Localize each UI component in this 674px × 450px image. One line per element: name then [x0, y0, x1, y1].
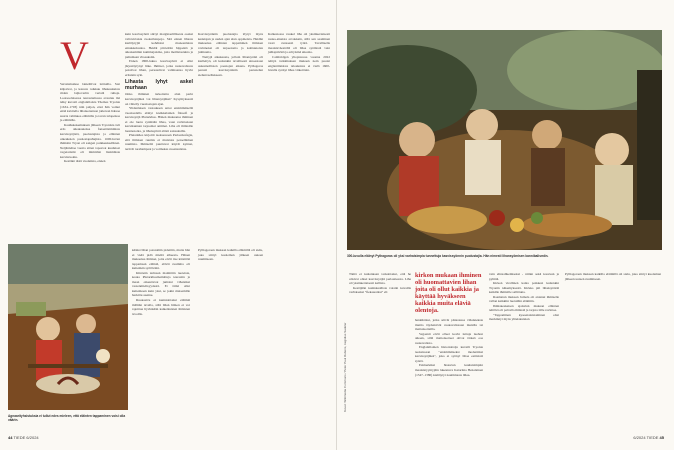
paragraph: Vegaanit eivät olleet kovin tuttuja tuohon aikaan, sillä maitotuotteet olivat tärkeä osa ruokavaliota.	[415, 331, 483, 345]
column-2	[125, 32, 193, 152]
paragraph: Vertaismoikse laineiltivat lattioilla. Siat kilpaivat, ja katosta roikkuu lihakoukuista riiden laijtoveritn vertalä ruhoja. Lootsoolaisessa teurastamossa avautuu mä näky kuvotti englantilaista Thomas Tryonia (1634–1703) niin paljon, ettei hän voinut enää kuvitella lihatuotannon jatkavan haluaa suurta vahinkoa eläimille ja tavan talapetusa ja eläimille.	[60, 82, 120, 123]
paragraph: Kestäjään kuninkaallisia voisiin kuvailla varhaiseksi "fiekaareiksi" eli	[349, 285, 411, 295]
paragraph: Tämä ei kuitenkaan tarkoittanut, että he olisivat olleet kasvissyöjiä periaatteesta. Liha oli yksinkertaisesti kallista.	[349, 272, 411, 286]
column-8	[489, 272, 559, 322]
page-footer-left	[8, 435, 39, 440]
column-9	[565, 272, 661, 281]
image-credit: Kuvat: Wikimedia Commons / Peter Paul Rubens, Aegidius Sadeler	[343, 322, 347, 412]
paragraph: Kauhukokemuksen jälkeen Tryonista tuli eräs aikakautensa fanaattisimmista kasvissyöjistä, puolustajista ja eläinten oikeuksien puolestapuhujista. 1600-luvun ihmisiin Tryon oli sangen poikkeuksellinen. Neljännätaa vuotta sitten tapaavat kuuluisat vegetarismi oli mimitöin lissimäisia kasvisruokia.	[60, 122, 120, 159]
paragraph: Kiinteän tarinaan mainittiin tuoteista, koska Plutarkhosmainittuja teurasiin ja maan oikeuttavat jumalat vihaisiksi vastenmielisyydestä. Ei tämä ollut kuitenkaan kuin yksi, se jokin maisemille harkittu asenne.	[132, 270, 190, 298]
paragraph: Plutarkhos kirjoitti teoksessaan Perisarkofagia, että ihmisen ruumis ei muistuta petoeläimen ruumista. Ihmiseltä puuttuvat käyrät kynnet, terävät torahampaat ja voimakas ruoansulatus.	[125, 133, 193, 152]
painting-caption: 300-luvulla eläinyt Pythagoras oli yksi varhaisimpia tunnettuja kasvissyönnin puolustajia. Hän nimesti lihansyömisen kannibalismiin.	[347, 254, 549, 258]
column-4b	[198, 248, 263, 262]
column-1	[60, 82, 120, 164]
paragraph: Tiettyjä aikakausia, jolloin lihansyönti oli kiellettyä, oli kuitenkin tavallisesti ainoastaan uskonnollisten paastojen aikana. Pythagoras perusti kasvissyönnin perustelun sielunvaellukseen.	[198, 54, 263, 77]
paragraph: Esimerkiksi historian kuuluisimpiin maalaistyyntyjäin lukeutuva Katariina Henalainen (1347–1380) kieltäytyi nauttimasta lihaa.	[415, 363, 483, 377]
section-heading: Lihasta lyhyt askel murhaan	[125, 79, 193, 92]
paragraph: Ruokasivu ei kunnioittanut eläimiä millään tavalla, sillä lihan himon ei voi rajoittua hyvinkään kaikenlaisten ihmisten tavoilla.	[132, 298, 190, 316]
paragraph: Ennen 1800-lukua kasvissyönti ei ollut järjestäytynyt liike. Ihmiset, jotka ruokavaliosta poistivat lihan, perustelivat valintaansa hyvin erilaisin syin.	[125, 59, 193, 77]
paragraph: Pythagoraan mukaan kaikilla eläimillä oli sielu, joka siirtyi kuoleman jälkeen uuteen ruumiiseen.	[565, 272, 661, 281]
pythagoras-painting	[347, 30, 662, 250]
paragraph: vain elinsalikemiseksi - niinin sekä kasvuun ja pyhitiä.	[489, 272, 559, 281]
photo-caption: Agnaarityhsistuksia ei tullut edes mieleen, että eläinten tappaminen voisi olla väärin.	[8, 414, 126, 422]
column-3	[132, 248, 190, 316]
page-number: 44	[8, 435, 13, 440]
paragraph: Kalkestossa vaukol liha oli yksinkertaisesti ruoka-aineista arvokkain, sillä sen saaminen vaati runsaasti työtä. Tavallisella maalaisväestöllä oli lihaa syömistä vain juhlapäivinä ja erityisinä aikoina.	[268, 32, 330, 55]
column-7	[415, 318, 483, 377]
column-6	[349, 272, 411, 295]
paragraph: Raamatun mukaan Jumala oli antanut ihmiselle vallan kaikkiin luotuihin eläimiin.	[489, 294, 559, 304]
magazine-name: TIEDE	[646, 435, 659, 440]
paragraph: "Tappaminen kyseenalaistaminen oliat merkinnyt myös yhteiskunnan	[489, 312, 559, 322]
paragraph: Englantilainen historioitsija kuvaili Tryonia teoksissaan "ensimmäiseksi moderniksi kasvissyöjäksi", joka ei syönyt lihaa eettisistä syistä.	[415, 345, 483, 363]
painting-image	[8, 244, 128, 410]
right-page	[337, 0, 674, 450]
paragraph: Pythagoraan mukaan kaikilla eläimillä oli sielu, joka siirtyi kuoleman jälkeen uuteen ruumiiseen.	[198, 248, 263, 262]
paragraph: käänsi lihan poistoihin pidettiin, mutta hän ei vielä pidä mieltä aiheesta. Hänen mukaansa ihmiset, joita eivät itse kärsittää tappamaan eläintä, elävät ruumiita oli kuitenkin syötävänä.	[132, 248, 190, 271]
paragraph: kuin kasvissyönti siirtyi marginaalillisesta osaksi valtavirtaisia ruokailutapoja. Sitä ennen lihasta kieltäytyjiä kohdistui moneenlaista ennakkoluuloa. Heidät piirtettiin hippeinä ja aikaisemmin kummajaisina, joita meilistastuina ja puhumaan vitsauksiin.	[125, 32, 193, 59]
paragraph: Kasvissyönnin puolustajia löytyi myös keskiajan ja uuden ajan alun oppineista. Heidän mukaansa eläinten tappaminen ihmisen ravinnoksi oli tarpeetonta ja kohtuutonta julmuutta.	[198, 32, 263, 55]
column-4a	[198, 32, 263, 77]
paragraph: Cambridgen yliopistossa vuonna 2022 tehtyn tutkimuksen mukaan noin puolet englantilaisista talouksista ei vielä 1600-luvulla syönyt lihaa viikoittain.	[268, 54, 330, 73]
page-number: 45	[659, 435, 664, 440]
page-footer-right	[633, 435, 664, 440]
pull-quote: kirkon mukaan ihminen oli huomattavien lihan joita oli ollut kaikkia ja käyttää hyväkseen kaikkia muita eläviä olentoja.	[415, 272, 482, 315]
issue-number: 6/2024	[26, 435, 39, 440]
column-5	[268, 32, 330, 73]
paragraph: henkilöiksi, jotka söivät pääasiassa vihanneksia muttia täydensivät ruokavaliotaan munilla tai maitotuotteilla.	[415, 318, 483, 332]
painting-image	[347, 30, 662, 250]
issue-number: 6/2024	[633, 435, 646, 440]
magazine-name: TIEDE	[13, 435, 26, 440]
paragraph: Ihmiskeskeisen ajattelun mukaan eläinten tehtävä oli palvella ihmistä ja tarjota tälle ravintoa.	[489, 303, 559, 313]
agricultural-painting	[8, 244, 128, 410]
paragraph: Onko ihminen tarkoitettu alun perin kasvissyöjäksi vai lihansyöjäksi? Kysymyksestä on väitelty vuosisatojen ajan.	[125, 92, 193, 106]
paragraph: Kestäkö tästä vuonnista, ennen	[64, 159, 106, 164]
drop-cap: V	[60, 33, 89, 78]
paragraph: Kirkon virallinen kanta poikkesi kuitenkin Tryonin näkemyksestä. Kirkko piti lihansyöntiä kaikille ihmisille sallittuna.	[489, 281, 559, 295]
paragraph: Yhdenlaisen vastauksen antoi ensimmäisellä vuosisadalla elänyt kreikkalainen filosofi ja kasvissyöjä Plutarkhos. Hänen mukaansa ihminen ei ole luotu syömään lihaa, vaan ravintonaan kasvikunnan tarjoamat antimet. Liha oli ihmisille luonnotonta, ja lihansyönti altisti sairauksille.	[125, 106, 193, 133]
